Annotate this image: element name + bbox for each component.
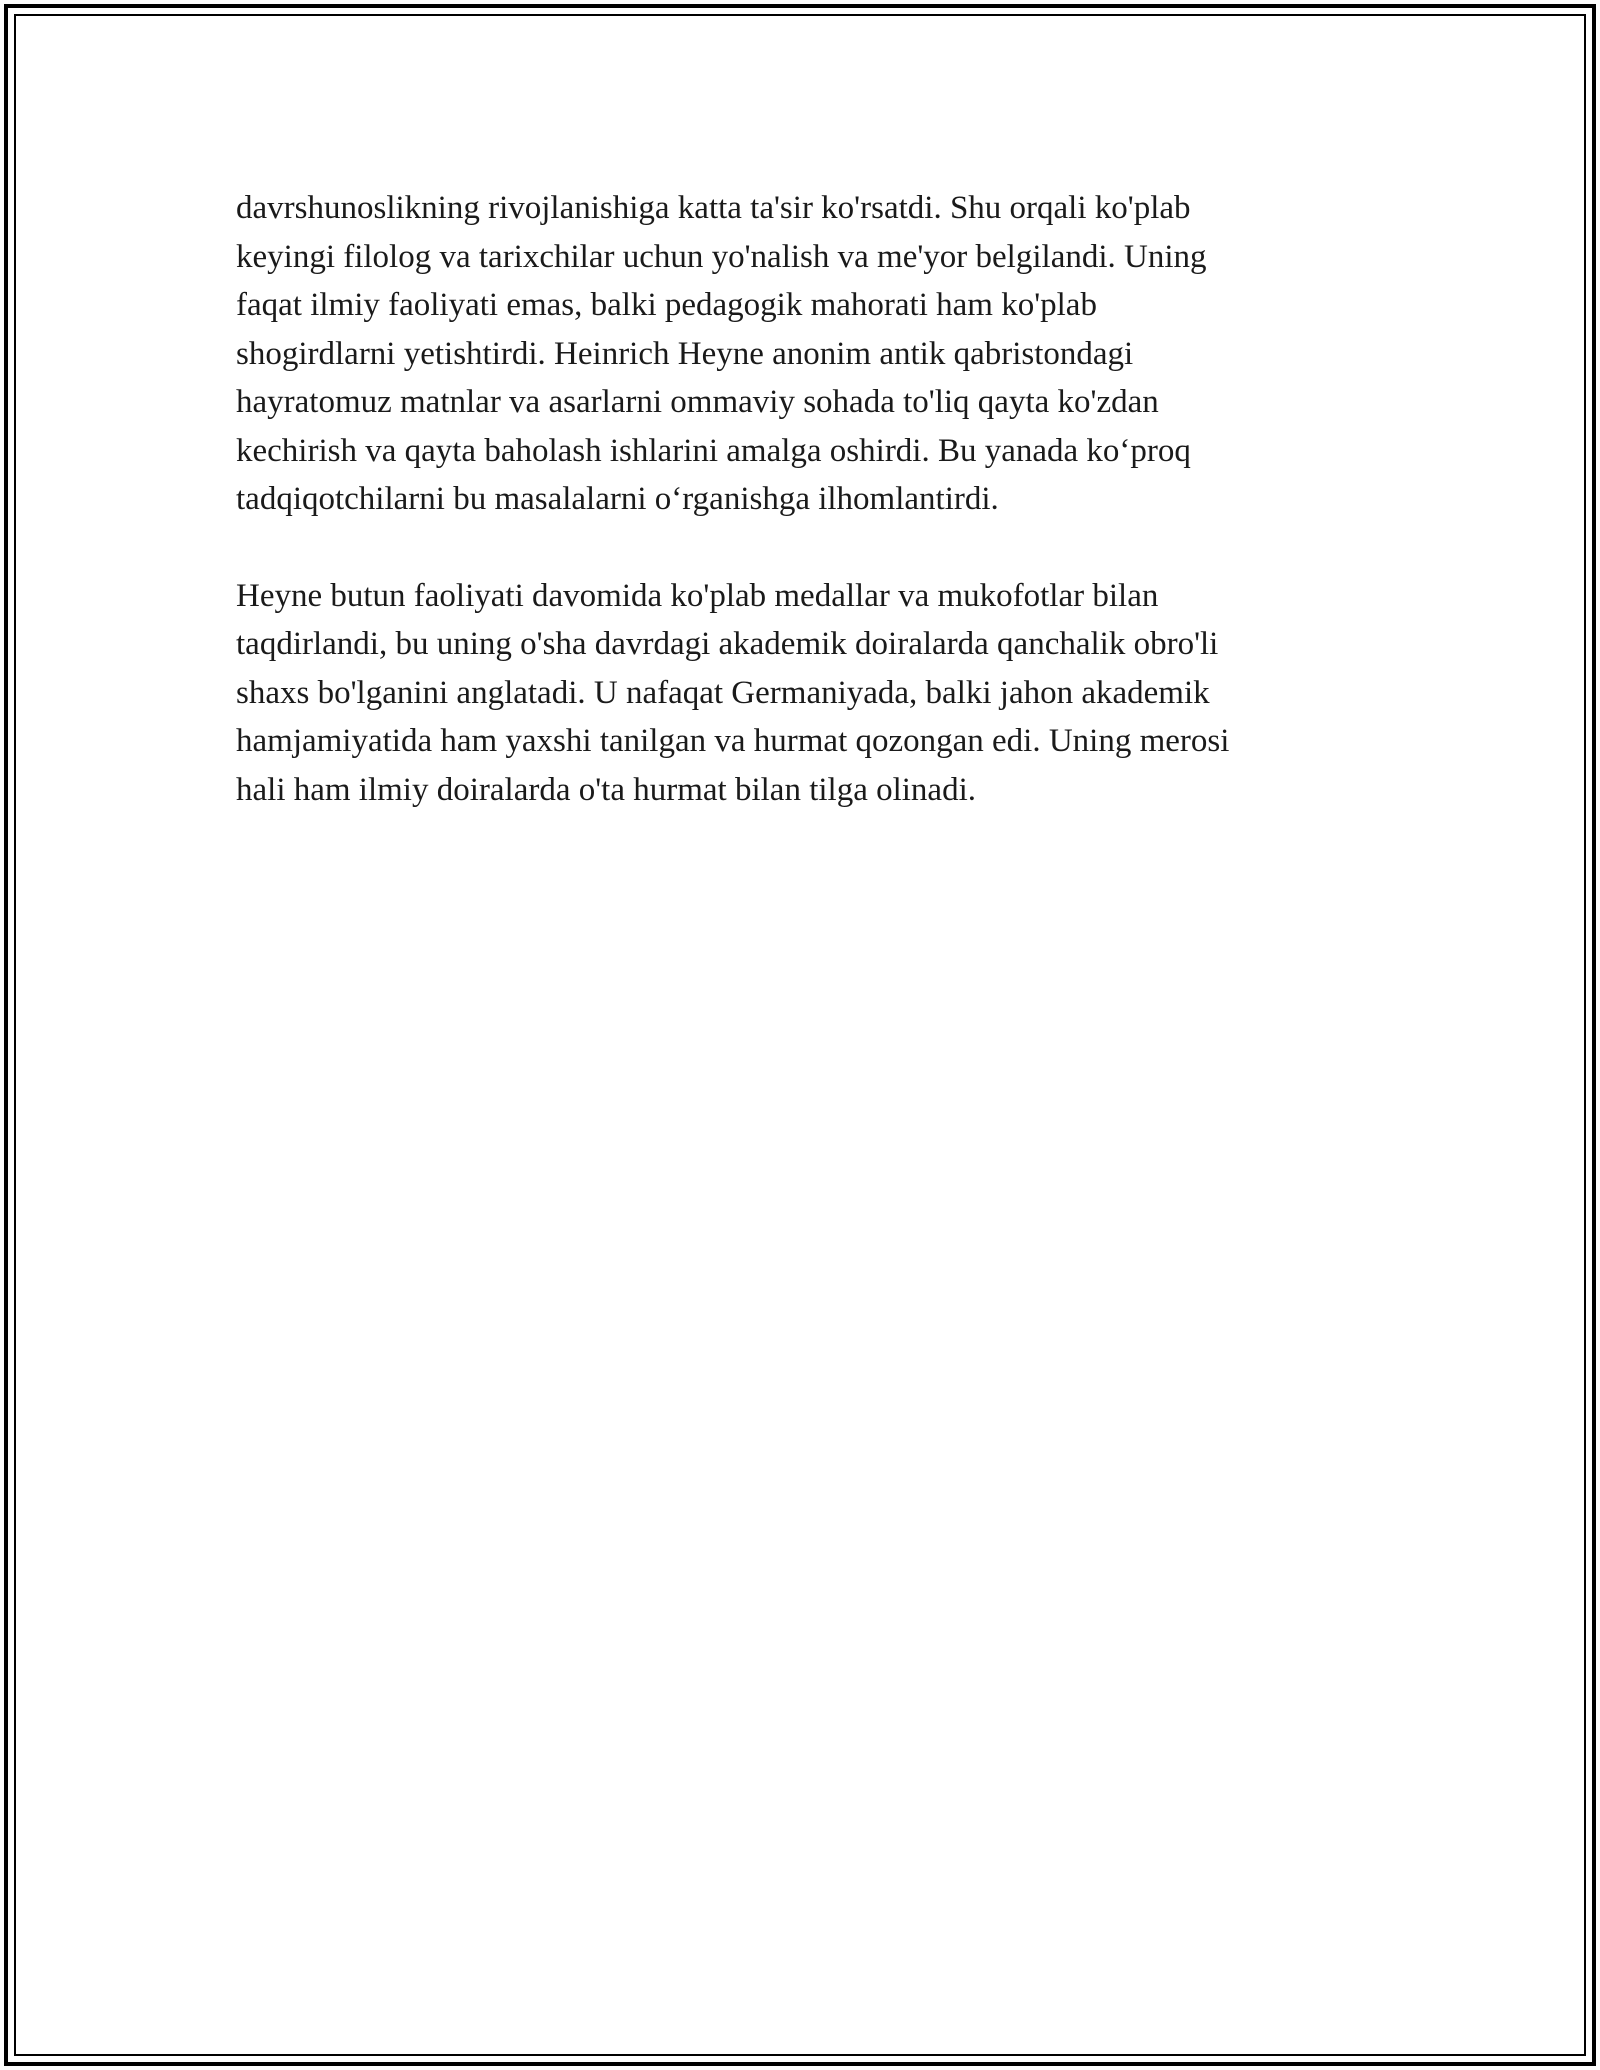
document-body xyxy=(236,184,1366,814)
paragraph: Heyne butun faoliyati davomida ko'plab medallar va mukofotlar bilan taqdirlandi, bu uning o'sha davrdagi akademik doiralarda qanchalik obro'li shaxs bo'lganini anglatadi. U nafaqat Germaniyada, balki jahon akademik hamjamiyatida ham yaxshi tanilgan va hurmat qozongan edi. Uning merosi hali ham ilmiy doiralarda o'ta hurmat bilan tilga olinadi. xyxy=(236,577,1230,808)
paragraph: davrshunoslikning rivojlanishiga katta ta'sir ko'rsatdi. Shu orqali ko'plab keyingi filolog va tarixchilar uchun yo'nalish va me'yor belgilandi. Uning faqat ilmiy faoliyati emas, balki pedagogik mahorati ham ko'plab shogirdlarni yetishtirdi. Heinrich Heyne anonim antik qabristondagi hayratomuz matnlar va asarlarni ommaviy sohada to'liq qayta ko'zdan kechirish va qayta baholash ishlarini amalga oshirdi. Bu yanada ko‘proq tadqiqotchilarni bu masalalarni o‘rganishga ilhomlantirdi. xyxy=(236,190,1207,517)
